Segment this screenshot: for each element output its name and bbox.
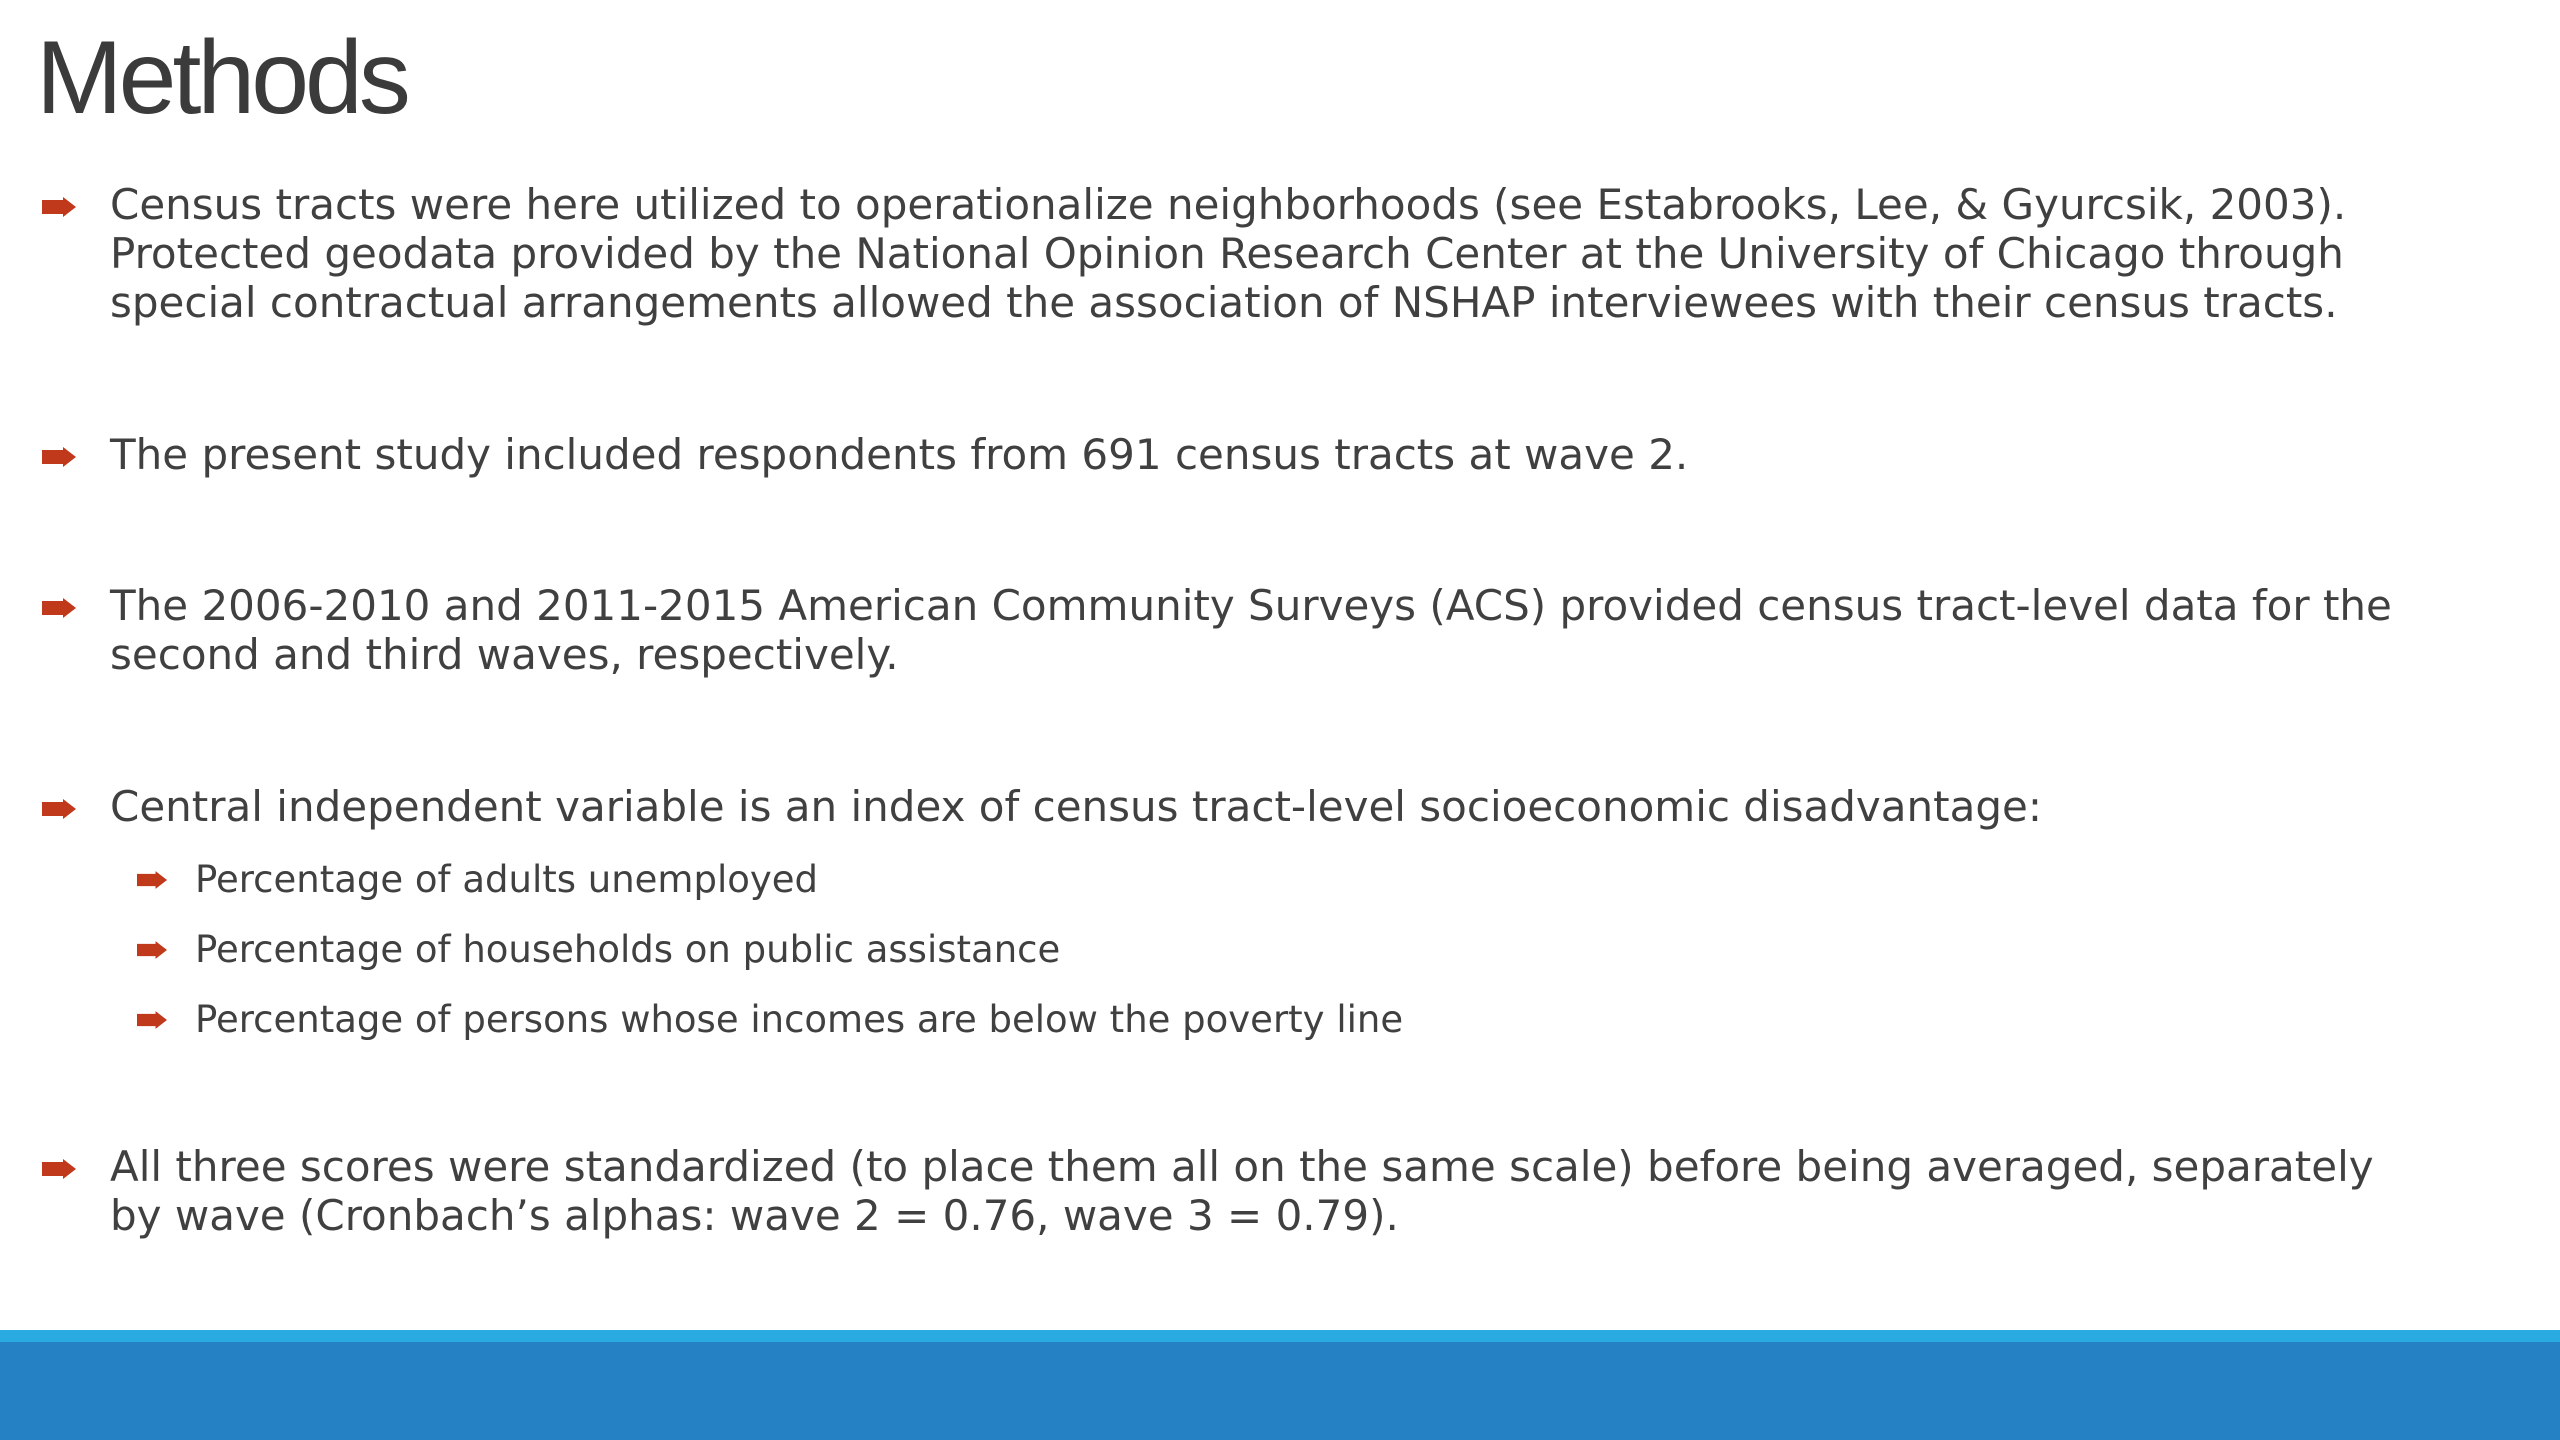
slide-title: Methods xyxy=(36,20,407,136)
footer-accent-line xyxy=(0,1330,2560,1342)
arrow-bullet-icon xyxy=(42,799,76,819)
bullet-text: The 2006-2010 and 2011-2015 American Community Surveys (ACS) provided census tract-level data for the second and third waves, respectively. xyxy=(110,581,2392,679)
arrow-bullet-icon xyxy=(137,871,167,889)
bullet-text: Central independent variable is an index of census tract-level socioeconomic disadvantage: xyxy=(110,782,2042,831)
arrow-bullet-icon xyxy=(137,1011,167,1029)
footer-bar xyxy=(0,1342,2560,1440)
bullet-text: All three scores were standardized (to place them all on the same scale) before being averaged, separately by wave (Cronbach’s alphas: wave 2 = 0.76, wave 3 = 0.79). xyxy=(110,1142,2374,1240)
bullet-text: Census tracts were here utilized to operationalize neighborhoods (see Estabrooks, Lee, & Gyurcsik, 2003). Protected geodata provided by the National Opinion Research Center at the University of Chicago through special contractual arrangements allowed the association of NSHAP interviewees with their census tracts. xyxy=(110,180,2347,327)
sub-bullet-text: Percentage of households on public assistance xyxy=(195,928,1061,971)
arrow-bullet-icon xyxy=(42,197,76,217)
arrow-bullet-icon xyxy=(137,941,167,959)
sub-bullet-text: Percentage of adults unemployed xyxy=(195,858,819,901)
arrow-bullet-icon xyxy=(42,1159,76,1179)
arrow-bullet-icon xyxy=(42,447,76,467)
bullet-text: The present study included respondents from 691 census tracts at wave 2. xyxy=(110,430,1689,479)
sub-bullet-text: Percentage of persons whose incomes are below the poverty line xyxy=(195,998,1404,1041)
arrow-bullet-icon xyxy=(42,598,76,618)
